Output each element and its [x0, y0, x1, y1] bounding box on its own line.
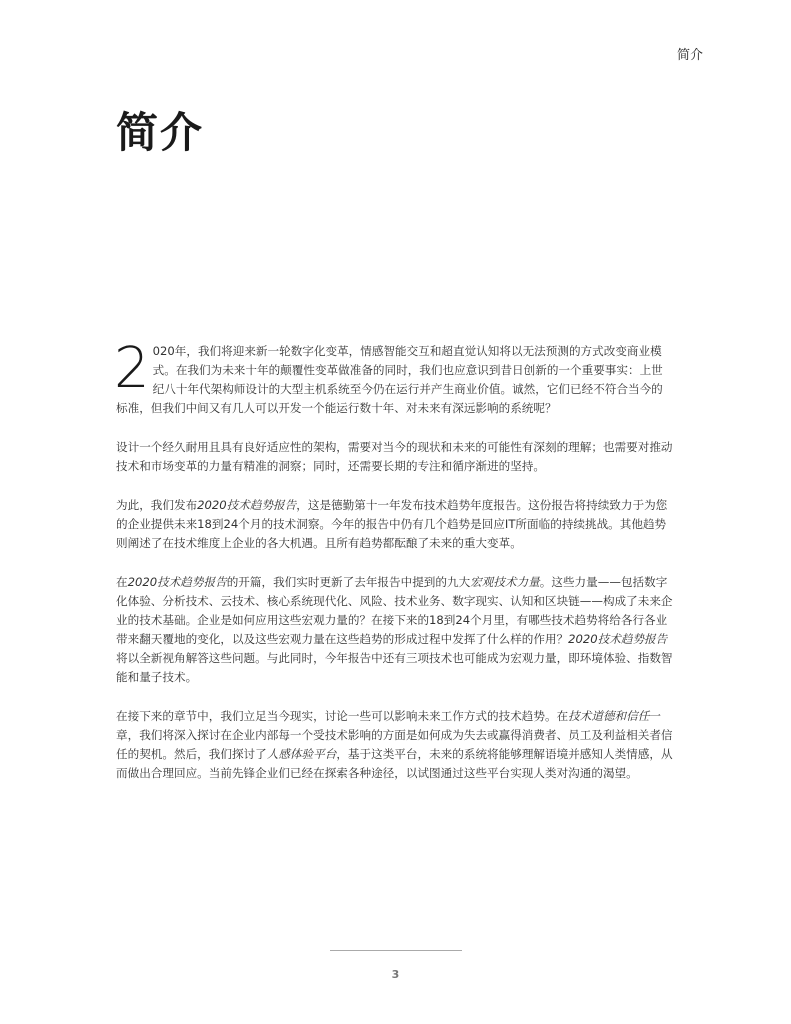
- chapter-emphasis: 人感体验平台: [266, 747, 337, 761]
- page-title: 简介: [116, 108, 205, 157]
- article-body: [114, 336, 674, 803]
- paragraph-4: [116, 573, 674, 687]
- paragraph-5: [116, 707, 674, 783]
- paragraph-text: 。这些力量——包括数字化体验、分析技术、云技术、核心系统现代化、风险、技术业务、数字现实、认知和区块链——构成了未来企业的技术基础。企业是如何应用这些宏观力量的？在接下来的18到24个月里，有哪些技术趋势将给各行各业带来翻天覆地的变化，以及这些宏观力量在这些趋势的形成过程中发挥了什么样的作用？: [116, 575, 673, 646]
- report-title-emphasis: 2020技术趋势报告: [568, 632, 668, 646]
- paragraph-text: 一章，我们将深入探讨在企业内部每一个受技术影响的方面是如何成为失去或赢得消费者、员工及利益相关者信任的契机。然后，我们探讨了: [116, 709, 673, 761]
- report-title-emphasis: 2020技术趋势报告: [127, 575, 227, 589]
- running-header: 简介: [676, 48, 703, 63]
- paragraph-text: 在: [116, 575, 128, 589]
- paragraph-text: 将以全新视角解答这些问题。与此同时，今年报告中还有三项技术也可能成为宏观力量，即环境体验、指数智能和量子技术。: [116, 651, 673, 684]
- footer-rule: [330, 950, 462, 951]
- chapter-emphasis: 技术道德和信任: [568, 709, 650, 723]
- paragraph-1: [114, 336, 674, 418]
- paragraph-3: [116, 496, 674, 553]
- page-number: 3: [391, 968, 400, 981]
- drop-cap: 2: [114, 336, 150, 401]
- paragraph-text: 在接下来的章节中，我们立足当今现实，讨论一些可以影响未来工作方式的技术趋势。在: [116, 709, 569, 723]
- report-title-emphasis: 2020技术趋势报告: [197, 498, 297, 512]
- paragraph-2: [116, 438, 674, 476]
- paragraph-text: 的开篇，我们实时更新了去年报告中提到的九大: [226, 575, 471, 589]
- paragraph-text: 020年，我们将迎来新一轮数字化变革，情感智能交互和超直觉认知将以无法预测的方式改变商业模式。在我们为未来十年的颠覆性变革做准备的同时，我们也应意识到昔日创新的一个重要事实：上世纪八十年代架构师设计的大型主机系统至今仍在运行并产生商业价值。诚然，它们已经不符合当今的标准，但我们中间又有几人可以开发一个能运行数十年、对未来有深远影响的系统呢？: [116, 344, 663, 415]
- paragraph-text: 为此，我们发布: [116, 498, 198, 512]
- paragraph-text: 设计一个经久耐用且具有良好适应性的架构，需要对当今的现状和未来的可能性有深刻的理解；也需要对推动技术和市场变革的力量有精准的洞察；同时，还需要长期的专注和循序渐进的坚持。: [116, 440, 673, 473]
- paragraph-text: ，基于这类平台，未来的系统将能够理解语境并感知人类情感，从而做出合理回应。当前先锋企业们已经在探索各种途径，以试图通过这些平台实现人类对沟通的渴望。: [116, 747, 673, 780]
- macro-forces-emphasis: 宏观技术力量: [470, 575, 540, 589]
- paragraph-text: ，这是德勤第十一年发布技术趋势年度报告。这份报告将持续致力于为您的企业提供未来18到24个月的技术洞察。今年的报告中仍有几个趋势是回应IT所面临的持续挑战。其他趋势则阐述了在技术维度上企业的各大机遇。且所有趋势都酝酿了未来的重大变革。: [116, 498, 668, 550]
